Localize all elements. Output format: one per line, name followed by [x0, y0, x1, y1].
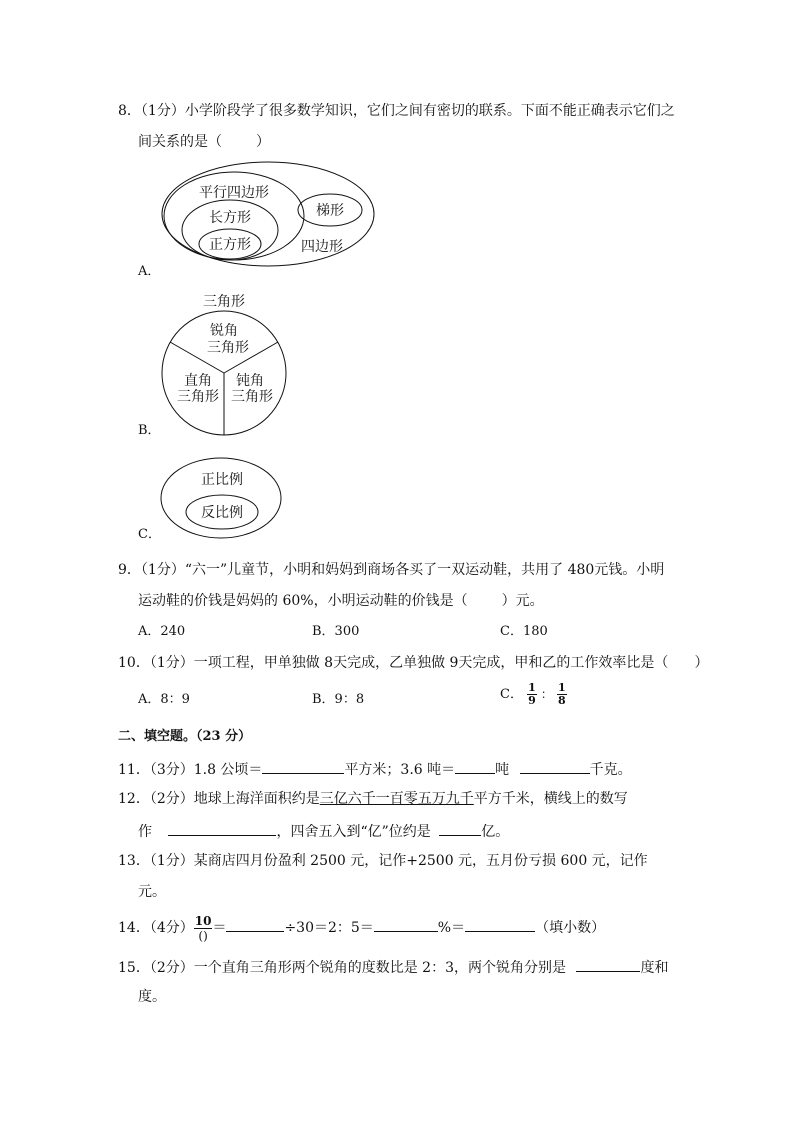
parallelogram-label: 平行四边形 — [199, 185, 269, 201]
q13-line1: 13．（1分）某商店四月份盈利 2500 元，记作+2500 元，五月份亏损 600 元，记作 — [118, 853, 648, 869]
inverse-proportion-label: 反比例 — [201, 505, 243, 521]
obtuse-label-1: 钝角 — [236, 373, 264, 389]
q12-line1: 12．（2分）地球上海洋面积约是三亿六千一百零五万九千平方千米，横线上的数写 — [118, 791, 628, 807]
q8-option-c: C． — [138, 527, 161, 542]
trapezoid-label: 梯形 — [316, 203, 344, 219]
q14-fraction: $\frac{10}{()}$ — [194, 913, 212, 943]
q15-line2: 度。 — [138, 989, 166, 1005]
direct-proportion-label: 正比例 — [201, 472, 243, 488]
q12-blank-1[interactable] — [168, 820, 276, 836]
q10-line1: 10．（1分）一项工程，甲单独做 8天完成，乙单独做 9天完成，甲和乙的工作效率比是（ ） — [118, 655, 709, 671]
q9-line1: 9．（1分）“六一”儿童节，小明和妈妈到商场各买了一双运动鞋，共用了 480元钱。小明 — [118, 562, 665, 578]
q12-line2: 作 ，四舍五入到“亿”位约是 亿。 — [138, 820, 509, 842]
rectangle-label: 长方形 — [209, 210, 251, 226]
obtuse-label-2: 三角形 — [231, 389, 273, 405]
q8-option-a: A． — [138, 264, 161, 279]
direct-proportion-ellipse — [161, 458, 281, 538]
q11-blank-1[interactable] — [262, 758, 344, 774]
section2-title: 二、填空题。（23 分） — [118, 729, 252, 744]
acute-label-2: 三角形 — [207, 340, 249, 356]
q11-blank-2[interactable] — [455, 758, 495, 774]
q13-line2: 元。 — [138, 884, 166, 900]
q9-line2: 运动鞋的价钱是妈妈的 60%，小明运动鞋的价钱是（ ）元。 — [138, 593, 544, 609]
right-label-1: 直角 — [184, 373, 212, 389]
q10-option-c: C． $\frac{1}{9}$ ： $\frac{1}{8}$ — [500, 681, 566, 707]
q11-line: 11．（3分）1.8 公顷＝ 平方米；3.6 吨＝ 吨 千克。 — [118, 758, 632, 780]
q9-option-b: B．300 — [312, 624, 360, 639]
q10-option-b: B．9：8 — [312, 692, 365, 707]
diagram-c-proportions — [158, 454, 288, 544]
q14-blank-2[interactable] — [374, 916, 438, 932]
diagram-b-triangles — [158, 290, 292, 440]
q14-line: 14．（4分） $\frac{10}{()}$ ＝ ÷30＝2：5＝ %＝ （填小数） — [118, 913, 606, 943]
q11-blank-3[interactable] — [520, 758, 590, 774]
square-label: 正方形 — [209, 237, 251, 253]
q12-blank-2[interactable] — [439, 820, 481, 836]
right-label-2: 三角形 — [177, 389, 219, 405]
q8-line2: 间关系的是（ ） — [138, 134, 270, 150]
q15-line1: 15．（2分）一个直角三角形两个锐角的度数比是 2：3，两个锐角分别是 度和 — [118, 956, 668, 978]
triangle-title: 三角形 — [203, 294, 245, 310]
q14-blank-3[interactable] — [465, 916, 535, 932]
q15-blank-1[interactable] — [576, 956, 640, 972]
q10-option-a: A．8：9 — [138, 692, 190, 707]
fraction-one-eighth: $\frac{1}{8}$ — [558, 681, 566, 707]
q8-option-b: B． — [138, 423, 161, 438]
q14-blank-1[interactable] — [226, 916, 284, 932]
q9-option-c: C．180 — [500, 624, 548, 639]
diagram-a-quadrilaterals — [158, 160, 378, 270]
q8-line1: 8．（1分）小学阶段学了很多数学知识，它们之间有密切的联系。下面不能正确表示它们之 — [118, 103, 675, 119]
acute-label-1: 锐角 — [210, 323, 238, 339]
quadrilateral-label: 四边形 — [301, 239, 343, 255]
fraction-one-ninth: $\frac{1}{9}$ — [528, 681, 536, 707]
q9-option-a: A．240 — [138, 624, 186, 639]
